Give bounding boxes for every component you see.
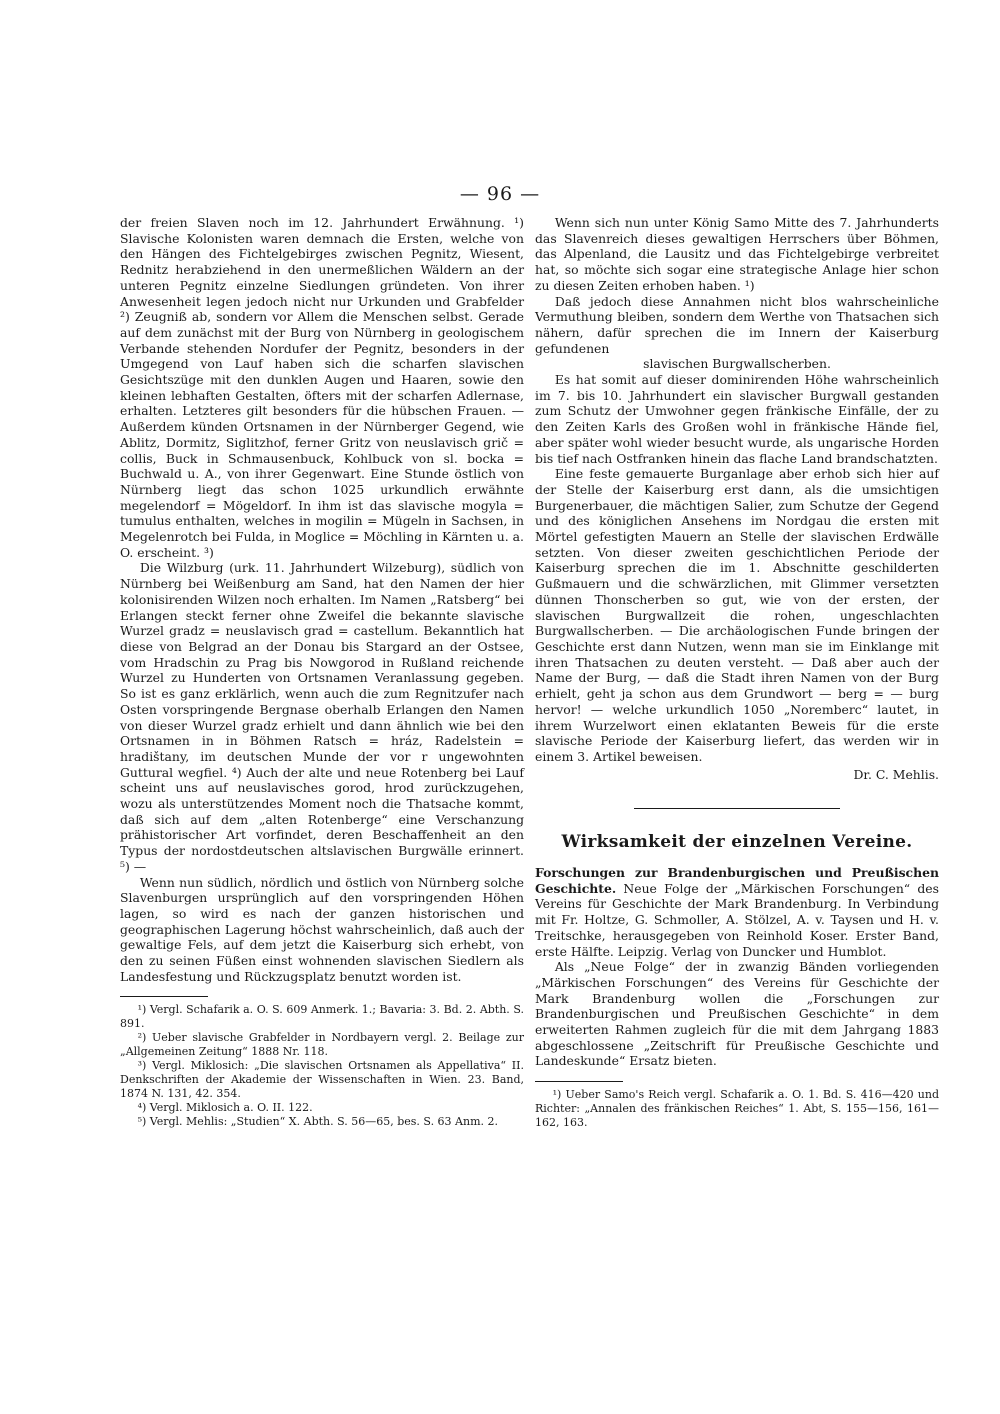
left-column xyxy=(120,215,524,1129)
left-footnotes xyxy=(120,1003,524,1129)
right-footnotes xyxy=(535,1088,939,1130)
review-entry xyxy=(535,865,939,959)
section-divider xyxy=(634,808,840,809)
right-column xyxy=(535,215,939,1130)
section-title: Wirksamkeit der einzelnen Vereine. xyxy=(561,832,913,853)
right-paragraph-1: Wenn sich nun unter König Samo Mitte des 7. Jahrhunderts das Slavenreich dieses gewaltigen Herrschers über Böhmen, das Alpenland, die Lausitz und das Fichtelgebirge verbreitet hat, so möchte sich sogar eine strategische Anlage hier schon zu diesen Zeiten erhoben haben. ¹) xyxy=(535,215,939,293)
right-centered-line: slavischen Burgwallscherben. xyxy=(643,356,831,372)
review-heading: Forschungen zur Brandenburgischen und Preußischen Geschichte. xyxy=(535,865,939,896)
footnote-5: ⁵) Vergl. Mehlis: „Studien“ X. Abth. S. 56—65, bes. S. 63 Anm. 2. xyxy=(137,1115,498,1129)
right-paragraph-3: Es hat somit auf dieser dominirenden Höhe wahrscheinlich im 7. bis 10. Jahrhundert ein slavischer Burgwall gestanden zum Schutz der Umwohner gegen fränkische Einfälle, der zu den Zeiten Karls des Großen wohl in fränkische Hände fiel, aber später wohl wieder besucht wurde, als ungarische Horden bis tief nach Ostfranken hinein das flache Land brandschatzten. xyxy=(535,372,939,466)
page-number: — 96 — xyxy=(459,183,541,205)
right-paragraph-2: Daß jedoch diese Annahmen nicht blos wahrscheinliche Vermuthung bleiben, sondern dem Werthe von Thatsachen sich nähern, dafür sprechen die im Innern der Kaiserburg gefundenen xyxy=(535,293,939,356)
footnote-4: ⁴) Vergl. Miklosich a. O. II. 122. xyxy=(137,1101,313,1115)
footnote-2: ²) Ueber slavische Grabfelder in Nordbayern vergl. 2. Beilage zur „Allgemeinen Zeitung“ 1888 Nr. 118. xyxy=(120,1031,524,1059)
left-paragraph-2: Die Wilzburg (urk. 11. Jahrhundert Wilzeburg), südlich von Nürnberg bei Weißenburg am Sand, hat den Namen der hier kolonisirenden Wilzen noch erhalten. Im Namen „Ratsberg“ bei Erlangen steckt ferner ohne Zweifel die bekannte slavische Wurzel gradz = neuslavisch grad = castellum. Bekanntlich hat diese von Belgrad an der Donau bis Stargard an der Ostsee, vom Hradschin zu Prag bis Nowgorod in Rußland reichende Wurzel zu Hunderten von Ortsnamen Veranlassung gegeben. So ist es ganz erklärlich, wenn auch die zum Regnitzufer nach Osten vorspringende Bergnase oberhalb Erlangen den Namen von dieser Wurzel gradz erhielt und dann ähnlich wie bei den Ortsnamen in in Böhmen Ratsch = hráz, Radelstein = hradištany, im deutschen Munde der vor r ungewohnten Guttural wegfiel. ⁴) Auch der alte und neue Rotenberg bei Lauf scheint uns auf neuslavisches gorod, hrod zurückzugehen, wozu als unterstützendes Moment noch die Thatsache kommt, daß sich auf dem „alten Rotenberge“ eine Verschanzung prähistorischer Art vorfindet, deren Beschaffenheit an den Typus der nordostdeutschen altslavischen Burgwälle erinnert. ⁵) — xyxy=(120,560,524,874)
left-paragraph-3: Wenn nun südlich, nördlich und östlich von Nürnberg solche Slavenburgen ursprünglich auf den vorspringenden Höhen lagen, so wird es nach der ganzen historischen und geographischen Lagerung höchst wahrscheinlich, daß auch der gewaltige Fels, auf dem jetzt die Kaiserburg sich erhebt, von den zu seinen Füßen einst wohnenden slavischen Siedlern als Landesfestung und Rückzugsplatz benutzt worden ist. xyxy=(120,874,524,984)
right-paragraph-4: Eine feste gemauerte Burganlage aber erhob sich hier auf der Stelle der Kaiserburg erst dann, als die umsichtigen Burgenerbauer, die mächtigen Salier, zum Schutze der Gegend und des königlichen Ansehens im Nordgau die ersten mit Mörtel gefestigten Mauern an Stelle der slavischen Erdwälle setzten. Von dieser zweiten geschichtlichen Periode der Kaiserburg sprechen die im 1. Abschnitte geschilderten Gußmauern und die schwärzlichen, mit Glimmer versetzten dünnen Thonscherben so gut, wie von der ersten, der slavischen Burgwallzeit die rohen, ungeschlachten Burgwallscherben. — Die archäologischen Funde bringen der Geschichte erst dann Nutzen, wenn man sie im Einklange mit ihren Thatsachen zu deuten versteht. — Daß aber auch der Name der Burg, — daß die Stadt ihren Namen von der Burg erhielt, geht ja schon aus dem Grundwort — berg = — burg hervor! — welche urkundlich 1050 „Noremberc“ lautet, in ihrem Wurzelwort einen eklatanten Beweis für die erste slavische Periode der Kaiserburg liefert, das werden wir in einem 3. Artikel beweisen. xyxy=(535,466,939,764)
author-signature: Dr. C. Mehlis. xyxy=(853,766,939,782)
footnote-divider-right xyxy=(535,1081,623,1082)
right-footnote-1: ¹) Ueber Samo's Reich vergl. Schafarik a. O. 1. Bd. S. 416—420 und Richter: „Annalen des fränkischen Reiches“ 1. Abt, S. 155—156, 161—162, 163. xyxy=(535,1088,939,1130)
footnote-1: ¹) Vergl. Schafarik a. O. S. 609 Anmerk. 1.; Bavaria: 3. Bd. 2. Abth. S. 891. xyxy=(120,1003,524,1031)
footnote-3: ³) Vergl. Miklosich: „Die slavischen Ortsnamen als Appellativa“ II. Denkschriften der Akademie der Wissenschaften in Wien. 23. Band, 1874 N. 131, 42. 354. xyxy=(120,1059,524,1101)
footnote-divider xyxy=(120,996,208,997)
left-paragraph-1: der freien Slaven noch im 12. Jahrhundert Erwähnung. ¹) Slavische Kolonisten waren demnach die Ersten, welche von den Hängen des Fichtelgebirges zwischen Pegnitz, Wiesent, Rednitz herabziehend in den unermeßlichen Wäldern an der unteren Pegnitz einzelne Siedlungen gründeten. Von ihrer Anwesenheit legen jedoch nicht nur Urkunden und Grabfelder ²) Zeugniß ab, sondern vor Allem die Menschen selbst. Gerade auf dem zunächst mit der Burg von Nürnberg in geologischem Verbande stehenden Nordufer der Pegnitz, besonders in der Umgegend von Lauf haben sich die scharfen slavischen Gesichtszüge mit den dunklen Augen und Haaren, sowie den kleinen lebhaften Gestalten, öfters mit der scharfen Adlernase, erhalten. Letzteres gilt besonders für die hübschen Frauen. — Außerdem künden Ortsnamen in der Nürnberger Gegend, wie Ablitz, Dormitz, Siglitzhof, ferner Gritz von neuslavisch grič = collis, Buck in Schmausenbuck, Kohlbuck von sl. bocka = Buchwald u. A., von ihrer Gegenwart. Eine Stunde östlich von Nürnberg liegt das schon 1025 urkundlich erwähnte megelendorf = Mögeldorf. In ihm ist das slavische mogyla = tumulus enthalten, welches in mogilin = Mügeln in Sachsen, in Megelenrotch bei Fulda, in Moglice = Möchling in Kärnten u. a. O. erscheint. ³) xyxy=(120,215,524,560)
review-body: Neue Folge der „Märkischen Forschungen“ des Vereins für Geschichte der Mark Brandenburg. In Verbindung mit Fr. Holtze, G. Schmoller, A. Stölzel, A. v. Taysen und H. v. Treitschke, herausgegeben von Reinhold Koser. Erster Band, erste Hälfte. Leipzig. Verlag von Duncker und Humblot. xyxy=(535,880,939,959)
review-paragraph-2: Als „Neue Folge“ der in zwanzig Bänden vorliegenden „Märkischen Forschungen“ des Vereins für Geschichte der Mark Brandenburg wollen die „Forschungen zur Brandenburgischen und Preußischen Geschichte“ in dem erweiterten Rahmen zugleich für die mit dem Jahrgang 1883 abgeschlossene „Zeitschrift für Preußische Geschichte und Landeskunde“ Ersatz bieten. xyxy=(535,959,939,1069)
